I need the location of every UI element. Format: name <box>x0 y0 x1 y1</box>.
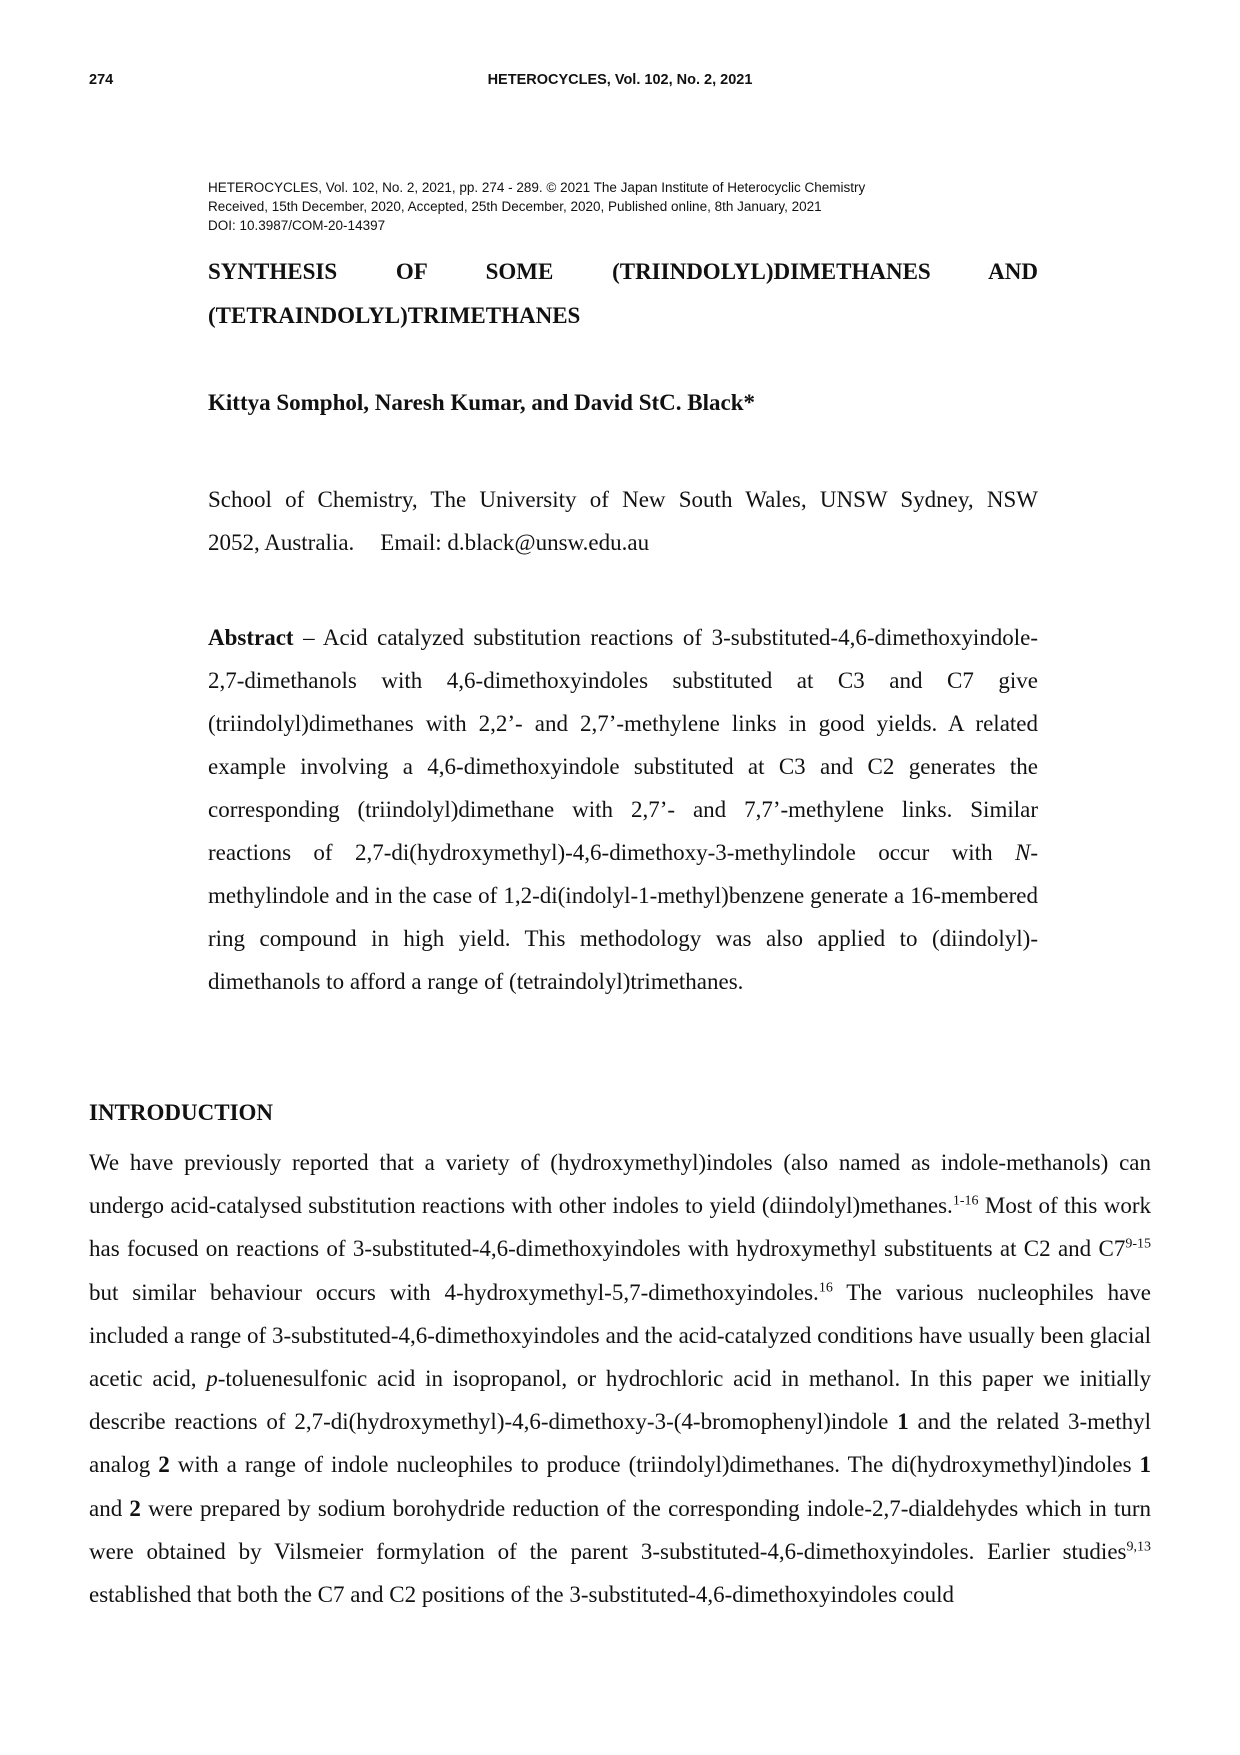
paper-title <box>208 250 1038 338</box>
reference-superscript: 9,13 <box>1126 1539 1151 1555</box>
affiliation <box>208 478 1038 564</box>
journal-running-title: HETEROCYCLES, Vol. 102, No. 2, 2021 <box>487 72 753 88</box>
intro-text: and <box>89 1495 130 1521</box>
compound-number: 1 <box>897 1409 909 1435</box>
author-list: Kittya Somphol, Naresh Kumar, and David StC. Black* <box>208 390 755 415</box>
citation-line-2: Received, 15th December, 2020, Accepted, 25th December, 2020, Published online, 8th January, 2021 <box>208 199 822 214</box>
doi-line: DOI: 10.3987/COM-20-14397 <box>208 218 386 233</box>
abstract-text: Acid catalyzed substitution reactions of 3-substituted-4,6-dimethoxyindole-2,7-dimethanols with 4,6-dimethoxyindoles substituted at C3 and C7 give (triindolyl)dimethanes with 2,2’- and 2,7’-methylene links in good yields. A related example involving a 4,6-dimethoxyindole substituted at C3 and C2 generates the corresponding (triindolyl)dimethane with 2,7’- and 7,7’-methylene links. Similar reactions of 2,7-di(hydroxymethyl)-4,6-dimethoxy-3-methylindole occur with <box>208 625 1039 865</box>
abstract-italic-n: N <box>1014 840 1031 865</box>
compound-number: 1 <box>1139 1452 1151 1478</box>
reference-superscript: 9-15 <box>1125 1236 1151 1252</box>
page-number: 274 <box>89 72 114 88</box>
compound-number: 2 <box>129 1495 141 1521</box>
running-head <box>89 72 1151 92</box>
title-line-2: (TETRAINDOLYL)TRIMETHANES <box>208 303 581 328</box>
intro-text: Most of this work has focused on reactions of 3-substituted-4,6-dimethoxyindoles with hydroxymethyl substituents at C2 and C7 <box>89 1193 1151 1262</box>
compound-number: 2 <box>158 1452 170 1478</box>
abstract-label: Abstract <box>208 625 294 650</box>
abstract <box>208 616 1038 1003</box>
affiliation-line-1: School of Chemistry, The University of New South Wales, UNSW Sydney, NSW <box>208 487 1038 512</box>
abstract-dash: – <box>303 625 315 650</box>
intro-text: but similar behaviour occurs with 4-hydroxymethyl-5,7-dimethoxyindoles. <box>89 1279 819 1305</box>
introduction-heading: INTRODUCTION <box>89 1100 274 1125</box>
intro-text: and the related 3-methyl analog <box>89 1409 1151 1478</box>
citation-block <box>208 178 1068 235</box>
intro-text: established that both the C7 and C2 positions of the 3-substituted-4,6-dimethoxyindoles could <box>89 1582 954 1608</box>
citation-line-1: HETEROCYCLES, Vol. 102, No. 2, 2021, pp. 274 - 289. © 2021 The Japan Institute of Heterocyclic Chemistry <box>208 180 866 195</box>
title-line-1: SYNTHESIS OF SOME (TRIINDOLYL)DIMETHANES AND <box>208 259 1038 284</box>
intro-italic-p: p <box>206 1366 218 1392</box>
intro-text: -toluenesulfonic acid in isopropanol, or hydrochloric acid in methanol. In this paper we initially describe reactions of 2,7-di(hydroxymethyl)-4,6-dimethoxy-3-(4-bromophenyl)indole <box>89 1366 1152 1435</box>
affiliation-address: 2052, Australia. <box>208 530 355 555</box>
reference-superscript: 16 <box>818 1279 833 1295</box>
intro-text: The various nucleophiles have included a range of 3-substituted-4,6-dimethoxyindoles and the acid-catalyzed conditions have usually been glacial acetic acid, <box>89 1279 1151 1392</box>
intro-text: were prepared by sodium borohydride reduction of the corresponding indole-2,7-dialdehydes which in turn were obtained by Vilsmeier formylation of the parent 3-substituted-4,6-dimethoxyindoles. Earlier studies <box>89 1495 1151 1564</box>
introduction-body <box>89 1141 1151 1616</box>
intro-text: We have previously reported that a variety of (hydroxymethyl)indoles (also named as indole-methanols) can undergo acid-catalysed substitution reactions with other indoles to yield (diindolyl)methanes. <box>89 1150 1151 1219</box>
author-email: Email: d.black@unsw.edu.au <box>380 530 650 555</box>
reference-superscript: 1-16 <box>952 1193 979 1209</box>
abstract-text-end: -methylindole and in the case of 1,2-di(indolyl-1-methyl)benzene generate a 16-membered ring compound in high yield. This methodology was also applied to (diindolyl)-dimethanols to afford a range of (tetraindolyl)trimethanes. <box>208 840 1038 994</box>
affiliation-line-2 <box>208 521 1038 564</box>
intro-text: with a range of indole nucleophiles to produce (triindolyl)dimethanes. The di(hydroxymethyl)indoles <box>169 1452 1140 1478</box>
